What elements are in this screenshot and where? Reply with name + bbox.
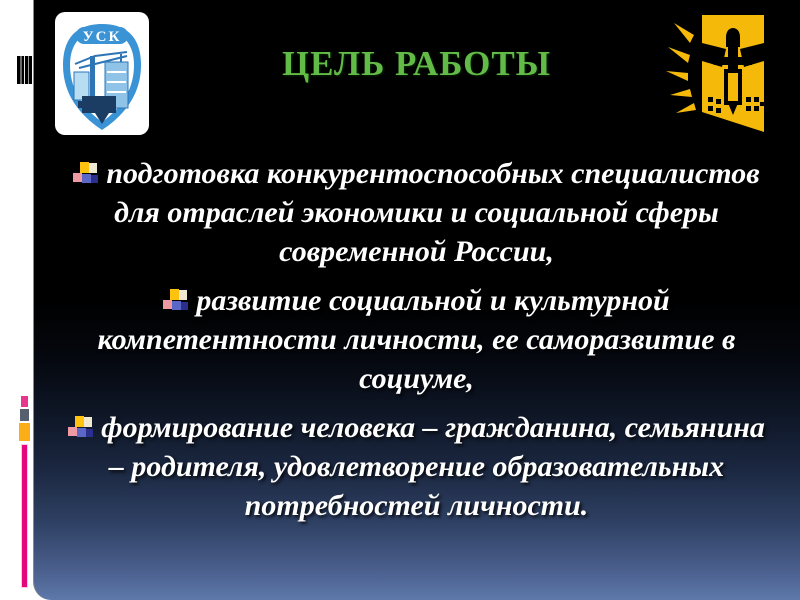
squares-bullet-icon bbox=[68, 416, 95, 439]
bullet-item bbox=[37, 408, 796, 525]
accent-square-pink bbox=[21, 396, 28, 407]
accent-square-slate bbox=[20, 409, 29, 421]
bullet-line: социуме, bbox=[359, 362, 474, 395]
slide-title: ЦЕЛЬ РАБОТЫ bbox=[281, 44, 552, 83]
squares-bullet-icon bbox=[163, 289, 190, 312]
barcode-icon bbox=[17, 56, 32, 84]
bullet-line: потребностей личности. bbox=[244, 489, 589, 522]
city-emblem bbox=[664, 13, 768, 137]
squares-bullet-icon bbox=[73, 162, 100, 185]
eagle-derrick-emblem-icon bbox=[664, 13, 768, 137]
bullet-line: современной России, bbox=[279, 235, 554, 268]
svg-text:УСК: УСК bbox=[82, 29, 122, 45]
bullet-line: компетентности личности, ее саморазвитие в bbox=[97, 323, 736, 356]
bullet-line: – родителя, удовлетворение образовательных bbox=[108, 450, 725, 483]
accent-bar-magenta bbox=[21, 444, 28, 588]
bullet-line: развитие социальной и культурной bbox=[196, 284, 670, 317]
bullet-line: формирование человека – гражданина, семьянина bbox=[101, 411, 765, 444]
slide-body bbox=[33, 154, 800, 535]
bullet-line: для отраслей экономики и социальной сферы bbox=[114, 196, 719, 229]
bullet-item bbox=[37, 281, 796, 398]
bullet-item bbox=[37, 154, 796, 271]
bullet-line: подготовка конкурентоспособных специалистов bbox=[106, 157, 760, 190]
accent-square-yellow bbox=[19, 423, 30, 441]
